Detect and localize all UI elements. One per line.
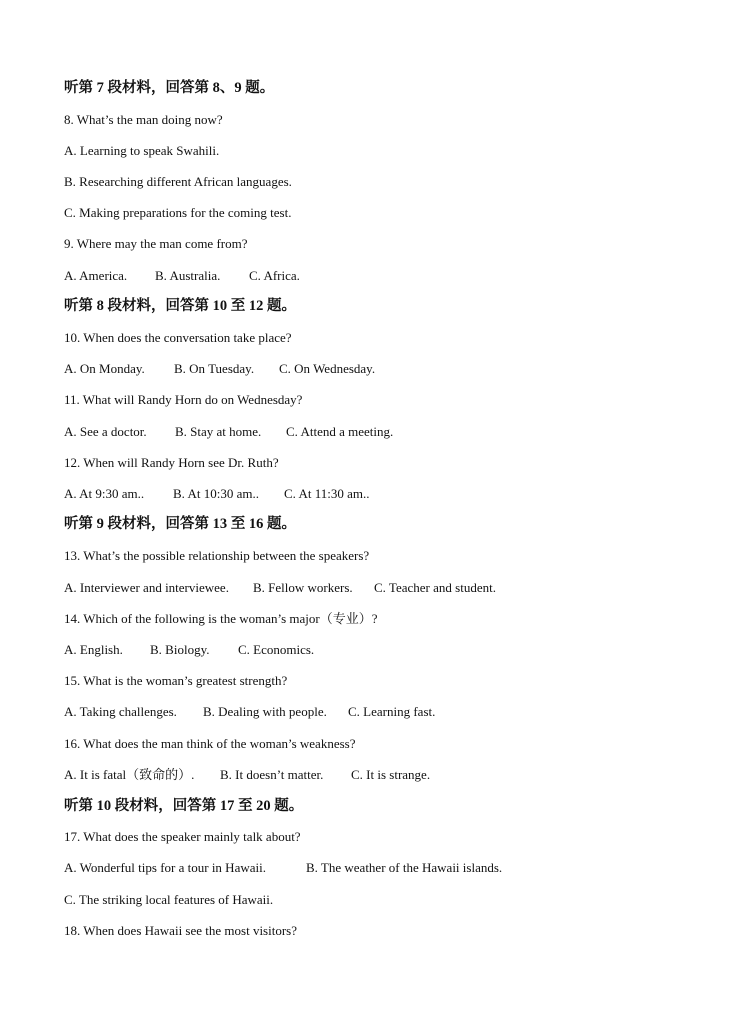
option-c: C. Africa. <box>249 268 300 283</box>
section-heading: 听第 10 段材料，回答第 17 至 20 题。 <box>64 798 304 814</box>
option-c: C. The striking local features of Hawaii. <box>64 892 274 907</box>
option-a: A. See a doctor. <box>64 424 147 439</box>
option-a: A. It is fatal（致命的）. <box>64 767 195 782</box>
option-row <box>64 641 314 659</box>
option-c: C. It is strange. <box>351 767 431 782</box>
option-a: A. Taking challenges. <box>64 704 177 719</box>
question-text: 17. What does the speaker mainly talk about? <box>64 829 301 844</box>
option-row <box>64 703 435 721</box>
question-text: 8. What’s the man doing now? <box>64 112 223 127</box>
option-b: B. At 10:30 am.. <box>173 486 259 501</box>
option-c: C. Attend a meeting. <box>286 424 394 439</box>
option-b: B. The weather of the Hawaii islands. <box>306 860 503 875</box>
option-row <box>64 859 502 877</box>
option-a: A. English. <box>64 642 123 657</box>
option-c: C. Teacher and student. <box>374 580 496 595</box>
option-b: B. Fellow workers. <box>253 580 353 595</box>
option-c: C. At 11:30 am.. <box>284 486 370 501</box>
option-b: B. Biology. <box>150 642 210 657</box>
option-b: B. Dealing with people. <box>203 704 327 719</box>
option-c: C. Making preparations for the coming test. <box>64 205 292 220</box>
option-b: B. Researching different African languages. <box>64 174 292 189</box>
option-a: A. On Monday. <box>64 361 145 376</box>
question-text: 9. Where may the man come from? <box>64 236 248 251</box>
question-text: 10. When does the conversation take place? <box>64 330 292 345</box>
question-text: 12. When will Randy Horn see Dr. Ruth? <box>64 455 279 470</box>
option-row <box>64 766 430 784</box>
option-a: A. America. <box>64 268 128 283</box>
section-heading: 听第 8 段材料，回答第 10 至 12 题。 <box>64 298 296 314</box>
option-c: C. Economics. <box>238 642 315 657</box>
question-text: 15. What is the woman’s greatest strength? <box>64 673 288 688</box>
option-c: C. On Wednesday. <box>279 361 376 376</box>
question-text: 11. What will Randy Horn do on Wednesday? <box>64 392 303 407</box>
question-text: 18. When does Hawaii see the most visitors? <box>64 923 297 938</box>
option-a: A. Wonderful tips for a tour in Hawaii. <box>64 860 266 875</box>
question-text: 14. Which of the following is the woman’s major（专业）? <box>64 611 378 626</box>
option-a: A. At 9:30 am.. <box>64 486 145 501</box>
option-b: B. On Tuesday. <box>174 361 255 376</box>
option-row <box>64 485 369 503</box>
option-row <box>64 579 496 597</box>
option-c: C. Learning fast. <box>348 704 436 719</box>
option-row <box>64 267 300 285</box>
option-b: B. It doesn’t matter. <box>220 767 324 782</box>
section-heading: 听第 9 段材料，回答第 13 至 16 题。 <box>64 516 296 532</box>
question-text: 16. What does the man think of the woman’s weakness? <box>64 736 356 751</box>
question-text: 13. What’s the possible relationship between the speakers? <box>64 548 370 563</box>
option-a: A. Interviewer and interviewee. <box>64 580 229 595</box>
option-b: B. Stay at home. <box>175 424 262 439</box>
option-row <box>64 360 375 378</box>
option-b: B. Australia. <box>155 268 221 283</box>
section-heading: 听第 7 段材料，回答第 8、9 题。 <box>64 80 275 96</box>
option-a: A. Learning to speak Swahili. <box>64 143 220 158</box>
option-row <box>64 423 393 441</box>
